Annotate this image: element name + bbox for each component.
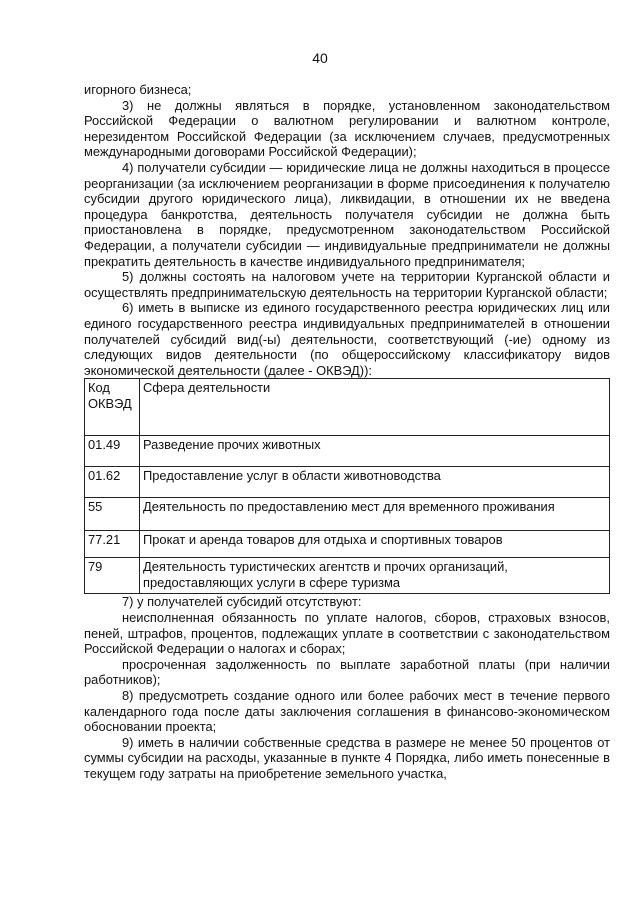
document-body (84, 82, 610, 782)
paragraph-item-6: 6) иметь в выписке из единого государственного реестра юридических лиц или единого государственного реестра индивидуальных предпринимателей в отношении получателей субсидий вид(-ы) деятельности, соответствующий (-ие) одному из следующих видов деятельности (по общероссийскому классификатору видов экономической деятельности (далее - ОКВЭД)): (84, 300, 610, 378)
table-row (85, 558, 610, 594)
paragraph-item-3: 3) не должны являться в порядке, установленном законодательством Российской Федерации о валютном регулировании и валютном контроле, нерезидентом Российской Федерации (за исключением случаев, предусмотренных международными договорами Российской Федерации); (84, 97, 610, 160)
table-header-code: Код ОКВЭД (85, 379, 140, 436)
paragraph-salary-debt: просроченная задолженность по выплате заработной платы (при наличии работников); (84, 656, 610, 688)
okved-activity: Предоставление услуг в области животноводства (140, 467, 610, 498)
okved-code: 77.21 (85, 531, 140, 558)
okved-code: 55 (85, 498, 140, 531)
table-row (85, 498, 610, 531)
okved-activity: Прокат и аренда товаров для отдыха и спортивных товаров (140, 531, 610, 558)
table-header-row (85, 379, 610, 436)
paragraph-item-9: 9) иметь в наличии собственные средства в размере не менее 50 процентов от суммы субсидии на расходы, указанные в пункте 4 Порядка, либо иметь понесенные в текущем году затраты на приобретение земельного участка, (84, 734, 610, 781)
table-row (85, 467, 610, 498)
paragraph-item-8: 8) предусмотреть создание одного или более рабочих мест в течение первого календарного года после даты заключения соглашения в финансово-экономическом обосновании проекта; (84, 688, 610, 735)
okved-code: 01.62 (85, 467, 140, 498)
table-row (85, 436, 610, 467)
paragraph: игорного бизнеса; (84, 82, 192, 97)
okved-table (84, 378, 610, 594)
page-number: 40 (312, 50, 328, 66)
table-header-activity: Сфера деятельности (140, 379, 610, 436)
table-row (85, 531, 610, 558)
paragraph-item-4: 4) получатели субсидии — юридические лица не должны находиться в процессе реорганизации (за исключением реорганизации в форме присоединения к получателю субсидии другого юридического лица), ликвидации, в отношении их не введена процедура банкротства, деятельность получателя субсидии не должна быть приостановлена в порядке, предусмотренном законодательством Российской Федерации, а получатели субсидии — индивидуальные предприниматели не должны прекратить деятельность в качестве индивидуального предпринимателя; (84, 159, 610, 269)
paragraph-tax-debt: неисполненная обязанность по уплате налогов, сборов, страховых взносов, пеней, штрафов, процентов, подлежащих уплате в соответствии с законодательством Российской Федерации о налогах и сборах; (84, 610, 610, 657)
paragraph-item-7: 7) у получателей субсидий отсутствуют: (122, 594, 362, 610)
okved-activity: Деятельность туристических агентств и прочих организаций, предоставляющих услуги в сфере туризма (140, 558, 610, 594)
okved-code: 01.49 (85, 436, 140, 467)
paragraph-item-5: 5) должны состоять на налоговом учете на территории Курганской области и осуществлять предпринимательскую деятельность на территории Курганской области; (84, 269, 610, 300)
okved-code: 79 (85, 558, 140, 594)
okved-activity: Разведение прочих животных (140, 436, 610, 467)
okved-activity: Деятельность по предоставлению мест для временного проживания (140, 498, 610, 531)
